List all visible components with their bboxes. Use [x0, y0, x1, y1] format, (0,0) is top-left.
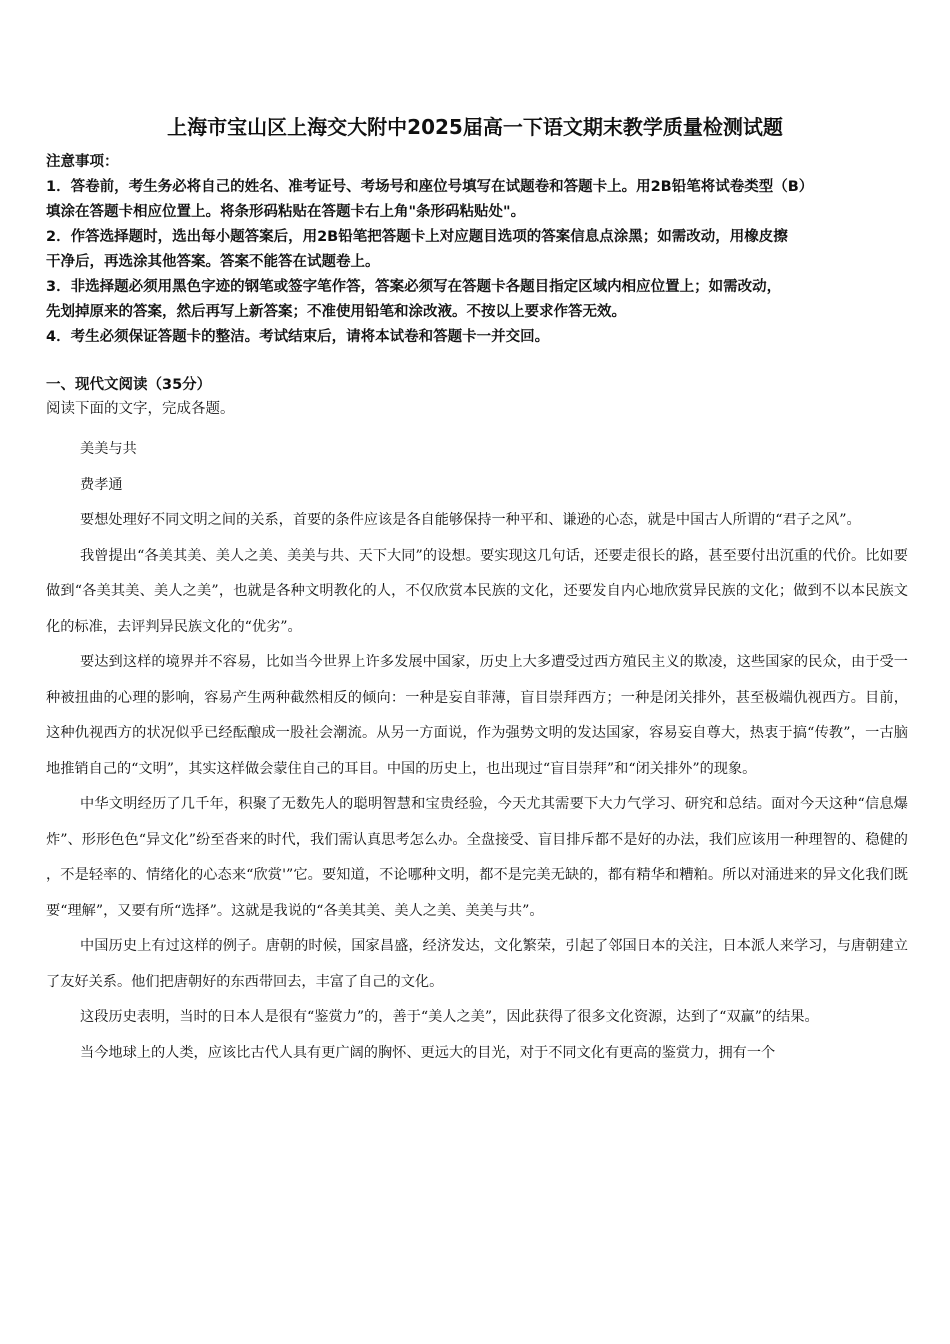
article-title: 美美与共 — [80, 441, 137, 457]
article-paragraph: 中华文明经历了几千年，积聚了无数先人的聪明智慧和宝贵经验，今天尤其需要下大力气学习、研究和总结。面对今天这种“信息爆炸”、形形色色“异文化”纷至沓来的时代，我们需认真思考怎么办。全盘接受、盲目排斥都不是好的办法，我们应该用一种理智的、稳健的，不是轻率的、情绪化的心态来“欣赏'”它。要知道，不论哪种文明，都不是完美无缺的，都有精华和糟粕。所以对涌进来的异文化我们既要“理解”，又要有所“选择”。这就是我说的“各美其美、美人之美、美美与共”。 — [46, 796, 908, 919]
notice-line: 1．答卷前，考生务必将自己的姓名、准考证号、考场号和座位号填写在试题卷和答题卡上。用2B铅笔将试卷类型（B） — [46, 179, 814, 195]
notice-line: 3．非选择题必须用黑色字迹的钢笔或签字笔作答，答案必须写在答题卡各题目指定区域内相应位置上；如需改动， — [46, 279, 782, 295]
notice-line: 干净后，再选涂其他答案。答案不能答在试题卷上。 — [46, 254, 380, 270]
reading-article — [46, 432, 908, 1071]
section-instruction: 阅读下面的文字，完成各题。 — [46, 401, 235, 417]
article-paragraph: 中国历史上有过这样的例子。唐朝的时候，国家昌盛，经济发达，文化繁荣，引起了邻国日本的关注，日本派人来学习，与唐朝建立了友好关系。他们把唐朝好的东西带回去，丰富了自己的文化。 — [46, 938, 908, 990]
article-paragraph: 当今地球上的人类，应该比古代人具有更广阔的胸怀、更远大的目光，对于不同文化有更高的鉴赏力，拥有一个 — [80, 1044, 776, 1061]
page-title: 上海市宝山区上海交大附中2025届高一下语文期末教学质量检测试题 — [167, 115, 783, 139]
article-paragraph: 要达到这样的境界并不容易，比如当今世界上许多发展中国家，历史上大多遭受过西方殖民主义的欺凌，这些国家的民众，由于受一种被扭曲的心理的影响，容易产生两种截然相反的倾向：一种是妄自菲薄，盲目崇拜西方；一种是闭关排外，甚至极端仇视西方。目前，这种仇视西方的状况似乎已经酝酿成一股社会潮流。从另一方面说，作为强势文明的发达国家，容易妄自尊大，热衷于搞“传教”，一古脑地推销自己的“文明”，其实这样做会蒙住自己的耳目。中国的历史上，也出现过“盲目崇拜”和“闭关排外”的现象。 — [46, 654, 908, 777]
notice-line: 填涂在答题卡相应位置上。将条形码粘贴在答题卡右上角"条形码粘贴处"。 — [46, 204, 526, 220]
notice-block — [46, 150, 916, 350]
notice-line: 先划掉原来的答案，然后再写上新答案；不准使用铅笔和涂改液。不按以上要求作答无效。 — [46, 304, 626, 320]
notice-line: 2．作答选择题时，选出每小题答案后，用2B铅笔把答题卡上对应题目选项的答案信息点涂黑；如需改动，用橡皮擦 — [46, 229, 788, 245]
notice-line: 4．考生必须保证答题卡的整洁。考试结束后，请将本试卷和答题卡一并交回。 — [46, 329, 550, 345]
article-paragraph: 这段历史表明，当时的日本人是很有“鉴赏力”的，善于“美人之美”，因此获得了很多文化资源，达到了“双赢”的结果。 — [80, 1009, 819, 1025]
article-paragraph: 要想处理好不同文明之间的关系，首要的条件应该是各自能够保持一种平和、谦逊的心态，就是中国古人所谓的“君子之风”。 — [80, 512, 861, 528]
article-author: 费孝通 — [80, 476, 123, 493]
notice-heading: 注意事项： — [46, 154, 119, 170]
article-paragraph: 我曾提出“各美其美、美人之美、美美与共、天下大同”的设想。要实现这几句话，还要走很长的路，甚至要付出沉重的代价。比如要做到“各美其美、美人之美”，也就是各种文明教化的人，不仅欣赏本民族的文化，还要发自内心地欣赏异民族的文化；做到不以本民族文化的标准，去评判异民族文化的“优劣”。 — [46, 547, 908, 635]
section-heading: 一、现代文阅读（35分） — [46, 377, 212, 393]
